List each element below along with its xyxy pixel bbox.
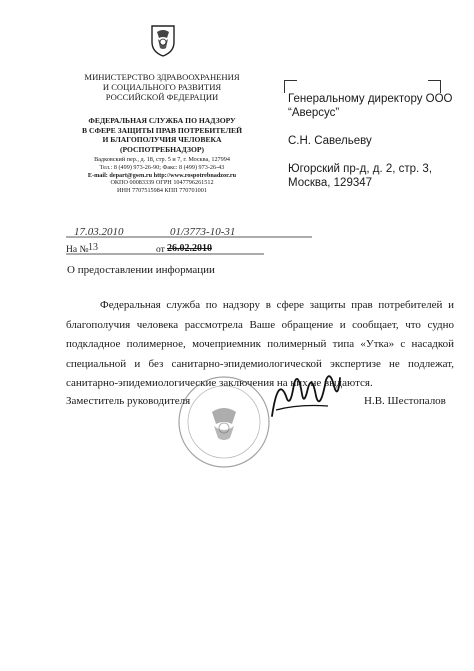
handwritten-signature [268,366,342,428]
recipient-spacer [288,148,453,162]
ministry-line: РОССИЙСКОЙ ФЕДЕРАЦИИ [105,92,219,102]
ministry-line: МИНИСТЕРСТВО ЗДРАВООХРАНЕНИЯ [84,72,240,82]
registration-date: 17.03.2010 [74,226,124,238]
service-line: ФЕДЕРАЛЬНАЯ СЛУЖБА ПО НАДЗОРУ [88,116,236,125]
coat-of-arms-emblem [148,22,178,58]
recipient-spacer [288,120,453,134]
official-seal-stamp [176,374,272,470]
service-line: И БЛАГОПОЛУЧИЯ ЧЕЛОВЕКА [102,135,222,145]
body-line: Федеральная служба по надзору в сфере защиты прав потребителей и [100,299,454,311]
address-line: Вадковский пер., д. 18, стр. 5 и 7, г. Москва, 127994 [94,156,230,163]
body-line: специальной и без санитарно-эпидемиологической экспертизе не подлежат, [66,357,454,370]
recipient-block [288,92,453,190]
reference-date-label: от [156,245,165,255]
inn-line: ИНН 7707515984 КПП 770701001 [117,187,207,195]
body-line: благополучия человека рассмотрела Ваше обращение и сообщает, что судно [66,318,454,331]
recipient-address: Югорский пр-д, д. 2, стр. 3, [288,163,433,175]
service-line: (РОСПОТРЕБНАДЗОР) [119,144,205,154]
reference-label: На № [66,245,89,255]
service-header [64,116,260,154]
ministry-header [64,72,260,102]
registration-number: 01/3773-10-31 [170,226,236,238]
reference-date: 26.02.2010 [167,243,212,254]
service-line: В СФЕРЕ ЗАЩИТЫ ПРАВ ПОТРЕБИТЕЛЕЙ [82,125,242,135]
recipient-company: “Аверсус” [288,107,340,119]
subject-line: О предоставлении информации [67,264,215,276]
ministry-line: И СОЦИАЛЬНОГО РАЗВИТИЯ [102,82,222,92]
reference-number: 13 [88,242,98,253]
signatory-position: Заместитель руководителя [66,395,191,407]
email-line: E-mail: depart@gsen.ru http://www.rospotrebnadzor.ru [87,171,237,179]
recipient-city: Москва, 129347 [288,177,373,189]
okpo-line: ОКПО 00083339 ОГРН 1047796261512 [110,179,214,187]
body-line: подкладное полимерное, мочеприемник полимерный типа «Утка» с насадкой [66,338,454,350]
recipient-name: С.Н. Савельеву [288,135,372,147]
body-line: санитарно-эпидемиологические заключения на них не выдаются. [66,377,373,389]
signatory-name: Н.В. Шестопалов [364,395,446,407]
phone-line: Тел.: 8 (499) 973-26-90; Факс: 8 (499) 973-26-43 [99,163,225,171]
recipient-title: Генеральному директору ООО [288,93,453,105]
address-block [64,156,260,195]
